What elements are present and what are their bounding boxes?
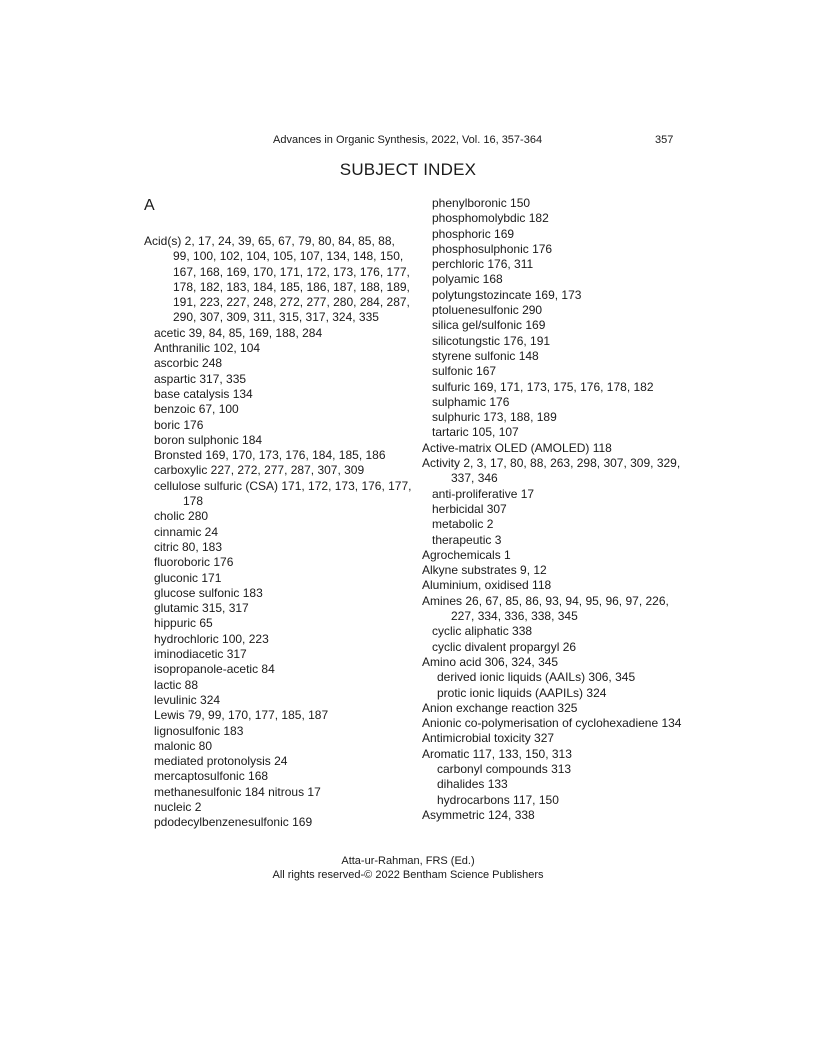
index-subentry: perchloric 176, 311 — [432, 257, 534, 272]
index-subentry: ascorbic 248 — [154, 356, 223, 371]
footer-editor: Atta-ur-Rahman, FRS (Ed.) — [341, 855, 475, 867]
index-subentry: benzoic 67, 100 — [154, 402, 239, 417]
index-subentry: therapeutic 3 — [432, 532, 502, 547]
index-subentry: pdodecylbenzenesulfonic 169 — [154, 815, 313, 830]
index-subentry: boron sulphonic 184 — [154, 432, 263, 447]
index-subentry: cinnamic 24 — [154, 524, 219, 539]
index-subentry: silica gel/sulfonic 169 — [432, 318, 546, 333]
index-entry: Anion exchange reaction 325 — [422, 700, 578, 715]
page-footer — [0, 854, 816, 882]
index-subentry: lignosulfonic 183 — [154, 723, 244, 738]
index-subentry: phosphosulphonic 176 — [432, 241, 553, 256]
footer-rights: All rights reserved-© 2022 Bentham Science Publishers — [272, 869, 544, 881]
index-subentry: carboxylic 227, 272, 277, 287, 307, 309 — [154, 463, 365, 478]
index-subentry: lactic 88 — [154, 677, 199, 692]
index-subentry: sulfuric 169, 171, 173, 175, 176, 178, 182 — [432, 379, 654, 394]
index-subentry: silicotungstic 176, 191 — [432, 333, 551, 348]
section-letter-heading: A — [144, 197, 155, 214]
index-subentry: anti-proliferative 17 — [432, 486, 535, 501]
index-subentry: sulfonic 167 — [432, 364, 497, 379]
index-subentry: acetic 39, 84, 85, 169, 188, 284 — [154, 325, 323, 340]
index-entry: Amino acid 306, 324, 345 — [422, 654, 559, 669]
index-entry: Amines 26, 67, 85, 86, 93, 94, 95, 96, 97, 226, 227, 334, 336, 338, 345 — [422, 593, 669, 624]
index-entry: Alkyne substrates 9, 12 — [422, 563, 547, 578]
index-subentry: phosphomolybdic 182 — [432, 211, 549, 226]
index-entry: Asymmetric 124, 338 — [422, 807, 535, 822]
index-subentry: derived ionic liquids (AAILs) 306, 345 — [437, 670, 636, 685]
index-subentry: base catalysis 134 — [154, 386, 253, 401]
page-title: SUBJECT INDEX — [339, 160, 477, 179]
index-subentry: sulphuric 173, 188, 189 — [432, 410, 557, 425]
index-subentry: citric 80, 183 — [154, 539, 223, 554]
index-subentry: polytungstozincate 169, 173 — [432, 287, 582, 302]
index-subentry: ptoluenesulfonic 290 — [432, 303, 543, 318]
index-subentry: methanesulfonic 184 nitrous 17 — [154, 784, 321, 799]
index-subentry: mediated protonolysis 24 — [154, 754, 288, 769]
index-subentry: cholic 280 — [154, 509, 209, 524]
index-entry: Aluminium, oxidised 118 — [422, 578, 552, 593]
index-column-right — [422, 196, 692, 823]
index-subentry: cyclic aliphatic 338 — [432, 624, 533, 639]
index-subentry: metabolic 2 — [432, 517, 494, 532]
index-subentry: fluoroboric 176 — [154, 555, 234, 570]
index-subentry: herbicidal 307 — [432, 501, 507, 516]
index-subentry: boric 176 — [154, 417, 204, 432]
index-entry: Aromatic 117, 133, 150, 313 — [422, 746, 572, 761]
index-subentry: dihalides 133 — [437, 777, 508, 792]
index-entry: Antimicrobial toxicity 327 — [422, 731, 555, 746]
running-head: Advances in Organic Synthesis, 2022, Vol. 16, 357-364 — [273, 134, 543, 146]
index-subentry: Anthranilic 102, 104 — [154, 341, 261, 356]
index-subentry: cyclic divalent propargyl 26 — [432, 639, 577, 654]
page-number: 357 — [655, 134, 674, 146]
index-subentry: glucose sulfonic 183 — [154, 585, 263, 600]
index-subentry: isopropanole-acetic 84 — [154, 662, 275, 677]
index-subentry: protic ionic liquids (AAPILs) 324 — [437, 685, 607, 700]
index-subentry: malonic 80 — [154, 738, 213, 753]
index-subentry: aspartic 317, 335 — [154, 371, 247, 386]
index-subentry: phosphoric 169 — [432, 226, 515, 241]
index-entry: Active-matrix OLED (AMOLED) 118 — [422, 440, 612, 455]
index-subentry: gluconic 171 — [154, 570, 222, 585]
index-subentry: phenylboronic 150 — [432, 196, 531, 210]
index-subentry: tartaric 105, 107 — [432, 425, 519, 440]
index-entry: Anionic co-polymerisation of cyclohexadiene 134 — [422, 716, 682, 731]
index-subentry: mercaptosulfonic 168 — [154, 769, 269, 784]
index-subentry: Lewis 79, 99, 170, 177, 185, 187 — [154, 708, 329, 723]
index-subentry: polyamic 168 — [432, 272, 503, 287]
index-subentry: nucleic 2 — [154, 799, 202, 814]
index-subentry: carbonyl compounds 313 — [437, 761, 572, 776]
index-entry: Acid(s) 2, 17, 24, 39, 65, 67, 79, 80, 84, 85, 88, 99, 100, 102, 104, 105, 107, 134, 148, 150, 167, 168, 169, 170, 171, 172, 173, 176, 177, 178, 182, 183, 184, 185, 186, 187, 188, 189, 191, 223, 227, 248, 272, 277, 280, 284, 287, 290, 307, 309, 311, 315, 317, 324, 335 — [144, 234, 410, 325]
index-subentry: cellulose sulfuric (CSA) 171, 172, 173, 176, 177, 178 — [154, 478, 412, 509]
index-subentry: levulinic 324 — [154, 692, 221, 707]
index-subentry: hydrochloric 100, 223 — [154, 631, 269, 646]
index-column-left — [144, 234, 414, 831]
index-subentry: styrene sulfonic 148 — [432, 348, 539, 363]
index-subentry: hydrocarbons 117, 150 — [437, 792, 559, 807]
index-entry: Agrochemicals 1 — [422, 547, 511, 562]
index-subentry: glutamic 315, 317 — [154, 601, 249, 616]
index-subentry: Bronsted 169, 170, 173, 176, 184, 185, 186 — [154, 448, 386, 463]
index-subentry: sulphamic 176 — [432, 394, 510, 409]
index-subentry: iminodiacetic 317 — [154, 647, 247, 662]
index-subentry: hippuric 65 — [154, 616, 213, 631]
index-entry: Activity 2, 3, 17, 80, 88, 263, 298, 307, 309, 329, 337, 346 — [422, 456, 681, 486]
